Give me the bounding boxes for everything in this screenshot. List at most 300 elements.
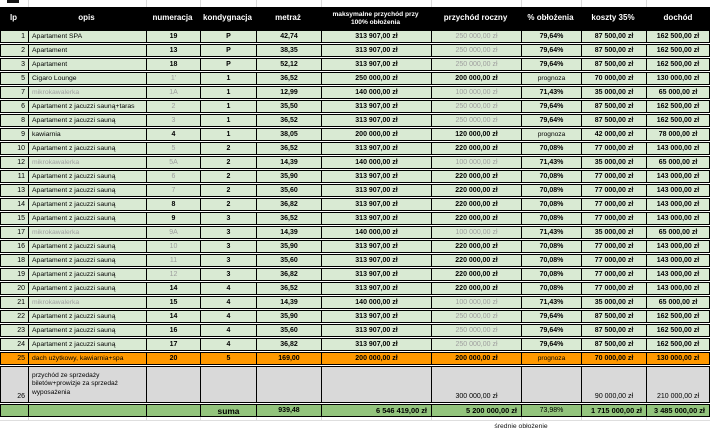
cell-opis[interactable]: dach użytkowy, kawiarnia+spa bbox=[29, 353, 147, 364]
cell-maks[interactable]: 140 000,00 zł bbox=[322, 157, 432, 168]
cell-lp[interactable]: 12 bbox=[1, 157, 29, 168]
table-row bbox=[0, 114, 710, 127]
cell-przychod[interactable]: 200 000,00 zł bbox=[432, 353, 522, 364]
table-row bbox=[0, 72, 710, 85]
cell-metraz[interactable]: 52,12 bbox=[257, 59, 322, 70]
cell-oblozenie[interactable]: 70,08% bbox=[522, 199, 582, 210]
cell-oblozenie[interactable]: 71,43% bbox=[522, 227, 582, 238]
cell-dochod[interactable]: 143 000,00 zł bbox=[656, 271, 700, 278]
cell-dochod[interactable]: 143 000,00 zł bbox=[656, 215, 700, 222]
cell-opis[interactable]: kawiarnia bbox=[29, 129, 147, 140]
cell-maks[interactable]: 313 907,00 zł bbox=[322, 171, 432, 182]
cell-kondygnacja[interactable]: 4 bbox=[201, 311, 257, 322]
cell-koszty[interactable]: 87 500,00 zł bbox=[582, 45, 647, 56]
header-opis[interactable]: opis bbox=[28, 7, 146, 30]
cell-kondygnacja[interactable]: 2 bbox=[201, 185, 257, 196]
header-lp[interactable]: lp bbox=[0, 7, 28, 30]
cell-kondygnacja[interactable] bbox=[201, 367, 257, 402]
table-row bbox=[0, 296, 710, 309]
cell-przychod[interactable]: 250 000,00 zł bbox=[432, 115, 522, 126]
cell-lp[interactable]: 13 bbox=[1, 185, 29, 196]
cell-maks[interactable]: 313 907,00 zł bbox=[322, 325, 432, 336]
table-row bbox=[0, 254, 710, 267]
cell-kondygnacja[interactable]: 2 bbox=[201, 199, 257, 210]
cell-kondygnacja[interactable]: 3 bbox=[201, 241, 257, 252]
cell-kondygnacja[interactable]: 1 bbox=[201, 101, 257, 112]
total-przychod[interactable]: 5 200 000,00 zł bbox=[432, 405, 522, 416]
cell-oblozenie[interactable]: 79,64% bbox=[522, 31, 582, 42]
cell-numeracja[interactable]: 12 bbox=[147, 269, 201, 280]
cell-opis[interactable]: Apartament z jacuzzi sauną bbox=[29, 199, 147, 210]
cell-numeracja[interactable]: 16 bbox=[147, 325, 201, 336]
total-metraz[interactable]: 939,48 bbox=[257, 405, 322, 416]
average-occupancy-note: średnie obłożenie bbox=[494, 423, 548, 430]
cell-maks[interactable]: 250 000,00 zł bbox=[322, 73, 432, 84]
total-maks[interactable]: 6 546 419,00 zł bbox=[322, 405, 432, 416]
cell-numeracja[interactable]: 5 bbox=[147, 143, 201, 154]
cell-dochod[interactable]: 162 500,00 zł bbox=[656, 313, 700, 320]
table-row bbox=[0, 58, 710, 71]
cell-lp[interactable]: 1 bbox=[1, 31, 29, 42]
total-dochod[interactable]: 3 485 000,00 zł bbox=[654, 406, 705, 415]
cell-opis[interactable]: Apartament z jacuzzi sauną bbox=[29, 241, 147, 252]
cell-opis[interactable]: Apartament bbox=[29, 59, 147, 70]
cell-przychod[interactable]: 220 000,00 zł bbox=[432, 255, 522, 266]
cell-oblozenie[interactable]: 70,08% bbox=[522, 241, 582, 252]
top-gridline-strip bbox=[0, 0, 710, 7]
cell-oblozenie[interactable]: 70,08% bbox=[522, 171, 582, 182]
cell-metraz[interactable]: 12,99 bbox=[257, 87, 322, 98]
cell-metraz[interactable]: 36,82 bbox=[257, 199, 322, 210]
cell-numeracja[interactable]: 1' bbox=[147, 73, 201, 84]
cell-metraz[interactable]: 36,82 bbox=[257, 269, 322, 280]
cell-koszty[interactable]: 77 000,00 zł bbox=[582, 283, 647, 294]
cell-dochod[interactable]: 162 500,00 zł bbox=[656, 341, 700, 348]
cell-opis[interactable]: Apartament z jacuzzi sauną+taras bbox=[29, 101, 147, 112]
cell-numeracja[interactable]: 4 bbox=[147, 129, 201, 140]
total-oblozenie[interactable]: 73,98% bbox=[522, 405, 582, 416]
cell-maks[interactable]: 313 907,00 zł bbox=[322, 213, 432, 224]
cell-opis[interactable]: Apartament z jacuzzi sauną bbox=[29, 269, 147, 280]
cell-dochod[interactable]: 162 500,00 zł bbox=[656, 61, 700, 68]
cell-przychod[interactable]: 100 000,00 zł bbox=[432, 157, 522, 168]
cell-oblozenie[interactable]: 71,43% bbox=[522, 157, 582, 168]
cell-maks[interactable]: 313 907,00 zł bbox=[322, 45, 432, 56]
header-przychod-roczny[interactable]: przychód roczny bbox=[431, 7, 521, 30]
cell-numeracja[interactable]: 2 bbox=[147, 101, 201, 112]
header-dochod[interactable]: dochód bbox=[663, 13, 693, 23]
cell-przychod[interactable]: 220 000,00 zł bbox=[432, 283, 522, 294]
cell-lp[interactable]: 14 bbox=[1, 199, 29, 210]
cell-lp[interactable]: 5 bbox=[1, 73, 29, 84]
cell-maks[interactable]: 140 000,00 zł bbox=[322, 297, 432, 308]
cell-lp[interactable]: 10 bbox=[1, 143, 29, 154]
bottom-gridline-strip bbox=[0, 417, 710, 421]
cell-dochod[interactable]: 210 000,00 zł bbox=[656, 393, 700, 400]
cell-przychod[interactable]: 250 000,00 zł bbox=[432, 45, 522, 56]
cell-oblozenie[interactable]: 70,08% bbox=[522, 213, 582, 224]
cell-lp[interactable]: 22 bbox=[1, 311, 29, 322]
cell-numeracja[interactable]: 20 bbox=[147, 353, 201, 364]
cell-opis[interactable]: mikrokawalerka bbox=[29, 157, 147, 168]
cell-metraz[interactable]: 38,05 bbox=[257, 129, 322, 140]
table-row bbox=[0, 310, 710, 323]
cell-przychod[interactable]: 220 000,00 zł bbox=[432, 171, 522, 182]
cell-kondygnacja[interactable]: 4 bbox=[201, 325, 257, 336]
cell-przychod[interactable]: 250 000,00 zł bbox=[432, 101, 522, 112]
cell-numeracja[interactable]: 11 bbox=[147, 255, 201, 266]
cell-przychod[interactable]: 250 000,00 zł bbox=[432, 31, 522, 42]
table-row bbox=[0, 212, 710, 225]
cell-maks[interactable]: 313 907,00 zł bbox=[322, 339, 432, 350]
cell-oblozenie[interactable]: 79,64% bbox=[522, 311, 582, 322]
cell-koszty[interactable]: 87 500,00 zł bbox=[582, 101, 647, 112]
cell-metraz[interactable]: 35,60 bbox=[257, 255, 322, 266]
table-row bbox=[0, 30, 710, 43]
cell-przychod[interactable]: 100 000,00 zł bbox=[432, 87, 522, 98]
cell-opis[interactable] bbox=[29, 405, 147, 416]
cell-kondygnacja[interactable]: 2 bbox=[201, 157, 257, 168]
cell-metraz[interactable]: 36,52 bbox=[257, 73, 322, 84]
cell-dochod[interactable]: 143 000,00 zł bbox=[656, 201, 700, 208]
cell-przychod[interactable]: 220 000,00 zł bbox=[432, 269, 522, 280]
cell-metraz[interactable]: 14,39 bbox=[257, 297, 322, 308]
cell-dochod[interactable]: 65 000,00 zł bbox=[658, 299, 698, 306]
table-row bbox=[0, 156, 710, 169]
cell-maks[interactable]: 140 000,00 zł bbox=[322, 227, 432, 238]
cell-maks[interactable]: 140 000,00 zł bbox=[322, 87, 432, 98]
cell-maks[interactable]: 313 907,00 zł bbox=[322, 283, 432, 294]
cell-metraz[interactable]: 14,39 bbox=[257, 227, 322, 238]
cell-kondygnacja[interactable]: 3 bbox=[201, 255, 257, 266]
cell-lp[interactable]: 3 bbox=[1, 59, 29, 70]
cell-maks[interactable]: 313 907,00 zł bbox=[322, 59, 432, 70]
cell-opis[interactable]: Apartament z jacuzzi sauną bbox=[29, 115, 147, 126]
cell-kondygnacja[interactable]: 3 bbox=[201, 227, 257, 238]
cell-kondygnacja[interactable]: 1 bbox=[201, 115, 257, 126]
table-row bbox=[0, 170, 710, 183]
cell-oblozenie[interactable]: 79,64% bbox=[522, 59, 582, 70]
cell-numeracja[interactable]: 9A bbox=[147, 227, 201, 238]
cell-metraz[interactable]: 38,35 bbox=[257, 45, 322, 56]
sheet-corner-mark bbox=[7, 0, 19, 3]
cell-oblozenie[interactable]: 79,64% bbox=[522, 339, 582, 350]
cell-opis[interactable]: Apartament z jacuzzi sauną bbox=[29, 325, 147, 336]
cell-maks[interactable]: 313 907,00 zł bbox=[322, 115, 432, 126]
cell-lp[interactable]: 16 bbox=[1, 241, 29, 252]
cell-lp[interactable]: 11 bbox=[1, 171, 29, 182]
cell-dochod[interactable]: 65 000,00 zł bbox=[658, 229, 698, 236]
header-metraz[interactable]: metraż bbox=[256, 7, 321, 30]
cell-maks[interactable]: 200 000,00 zł bbox=[322, 353, 432, 364]
cell-dochod[interactable]: 143 000,00 zł bbox=[656, 173, 700, 180]
cell-metraz[interactable]: 36,52 bbox=[257, 213, 322, 224]
cell-numeracja[interactable]: 19 bbox=[147, 31, 201, 42]
cell-opis[interactable]: Apartament z jacuzzi sauną bbox=[29, 283, 147, 294]
cell-lp[interactable]: 19 bbox=[1, 269, 29, 280]
cell-kondygnacja[interactable]: 2 bbox=[201, 171, 257, 182]
cell-przychod[interactable]: 200 000,00 zł bbox=[432, 73, 522, 84]
cell-dochod[interactable]: 143 000,00 zł bbox=[656, 187, 700, 194]
cell-maks[interactable]: 313 907,00 zł bbox=[322, 143, 432, 154]
cell-metraz[interactable]: 169,00 bbox=[257, 353, 322, 364]
cell-metraz[interactable]: 35,90 bbox=[257, 241, 322, 252]
table-row bbox=[0, 128, 710, 141]
cell-koszty[interactable]: 35 000,00 zł bbox=[582, 227, 647, 238]
cell-numeracja[interactable]: 18 bbox=[147, 59, 201, 70]
cell-oblozenie[interactable]: 70,08% bbox=[522, 143, 582, 154]
cell-opis[interactable]: Apartament z jacuzzi sauną bbox=[29, 185, 147, 196]
cell-maks[interactable]: 313 907,00 zł bbox=[322, 269, 432, 280]
cell-lp[interactable]: 6 bbox=[1, 101, 29, 112]
cell-oblozenie[interactable]: prognoza bbox=[522, 73, 582, 84]
cell-koszty[interactable]: 77 000,00 zł bbox=[582, 241, 647, 252]
cell-maks[interactable]: 313 907,00 zł bbox=[322, 185, 432, 196]
table-row bbox=[0, 184, 710, 197]
cell-oblozenie[interactable]: 79,64% bbox=[522, 115, 582, 126]
cell-koszty[interactable]: 35 000,00 zł bbox=[582, 157, 647, 168]
cell-kondygnacja[interactable]: 2 bbox=[201, 143, 257, 154]
cell-przychod[interactable]: 250 000,00 zł bbox=[432, 311, 522, 322]
cell-oblozenie[interactable]: 70,08% bbox=[522, 269, 582, 280]
cell-numeracja[interactable]: 3 bbox=[147, 115, 201, 126]
cell-przychod[interactable]: 220 000,00 zł bbox=[432, 213, 522, 224]
cell-opis[interactable]: mikrokawalerka bbox=[29, 297, 147, 308]
cell-numeracja[interactable]: 17 bbox=[147, 339, 201, 350]
cell-przychod[interactable]: 100 000,00 zł bbox=[432, 297, 522, 308]
cell-oblozenie[interactable]: 70,08% bbox=[522, 185, 582, 196]
header-maks-przychod[interactable]: maksymalne przychód przy 100% obłożenia bbox=[321, 7, 431, 30]
cell-oblozenie[interactable]: prognoza bbox=[522, 129, 582, 140]
cell-koszty[interactable]: 77 000,00 zł bbox=[582, 143, 647, 154]
table-header-row bbox=[0, 7, 710, 30]
cell-opis[interactable]: Apartament z jacuzzi sauną bbox=[29, 171, 147, 182]
table-row bbox=[0, 226, 710, 239]
cell-metraz[interactable]: 36,52 bbox=[257, 283, 322, 294]
cell-koszty[interactable]: 70 000,00 zł bbox=[582, 353, 647, 364]
cell-metraz[interactable] bbox=[257, 367, 322, 402]
cell-kondygnacja[interactable]: P bbox=[201, 31, 257, 42]
cell-kondygnacja[interactable]: 4 bbox=[201, 297, 257, 308]
cell-przychod[interactable]: 220 000,00 zł bbox=[432, 185, 522, 196]
table-row bbox=[0, 198, 710, 211]
cell-numeracja[interactable]: 6 bbox=[147, 171, 201, 182]
cell-numeracja[interactable]: 10 bbox=[147, 241, 201, 252]
cell-lp[interactable]: 20 bbox=[1, 283, 29, 294]
cell-maks[interactable]: 200 000,00 zł bbox=[322, 129, 432, 140]
cell-numeracja[interactable]: 1A bbox=[147, 87, 201, 98]
cell-oblozenie[interactable]: 79,64% bbox=[522, 101, 582, 112]
cell-kondygnacja[interactable]: 1 bbox=[201, 73, 257, 84]
cell-przychod[interactable]: 300 000,00 zł bbox=[432, 367, 522, 402]
cell-koszty[interactable]: 87 500,00 zł bbox=[582, 311, 647, 322]
cell-koszty[interactable]: 77 000,00 zł bbox=[582, 185, 647, 196]
total-label[interactable]: suma bbox=[201, 405, 257, 416]
cell-dochod[interactable]: 143 000,00 zł bbox=[656, 145, 700, 152]
cell-koszty[interactable]: 77 000,00 zł bbox=[582, 199, 647, 210]
cell-numeracja[interactable]: 9 bbox=[147, 213, 201, 224]
cell-metraz[interactable]: 35,90 bbox=[257, 171, 322, 182]
cell-opis[interactable]: mikrokawalerka bbox=[29, 87, 147, 98]
cell-maks[interactable]: 313 907,00 zł bbox=[322, 199, 432, 210]
cell-dochod[interactable]: 143 000,00 zł bbox=[656, 257, 700, 264]
cell-metraz[interactable]: 36,52 bbox=[257, 115, 322, 126]
cell-oblozenie[interactable]: 79,64% bbox=[522, 325, 582, 336]
cell-kondygnacja[interactable]: P bbox=[201, 45, 257, 56]
cell-dochod[interactable]: 162 500,00 zł bbox=[656, 327, 700, 334]
cell-maks[interactable]: 313 907,00 zł bbox=[322, 101, 432, 112]
table-row bbox=[0, 100, 710, 113]
cell-maks[interactable] bbox=[322, 367, 432, 402]
cell-dochod[interactable]: 162 500,00 zł bbox=[656, 103, 700, 110]
cell-metraz[interactable]: 35,90 bbox=[257, 311, 322, 322]
cell-kondygnacja[interactable]: 4 bbox=[201, 339, 257, 350]
cell-opis[interactable]: Apartament z jacuzzi sauną bbox=[29, 143, 147, 154]
cell-oblozenie[interactable]: 71,43% bbox=[522, 87, 582, 98]
cell-metraz[interactable]: 36,52 bbox=[257, 143, 322, 154]
cell-numeracja[interactable]: 7 bbox=[147, 185, 201, 196]
cell-koszty[interactable]: 87 500,00 zł bbox=[582, 31, 647, 42]
cell-koszty[interactable]: 77 000,00 zł bbox=[582, 213, 647, 224]
cell-lp[interactable]: 23 bbox=[1, 325, 29, 336]
cell-lp[interactable]: 8 bbox=[1, 115, 29, 126]
cell-koszty[interactable]: 90 000,00 zł bbox=[582, 367, 647, 402]
cell-metraz[interactable]: 35,60 bbox=[257, 185, 322, 196]
cell-przychod[interactable]: 220 000,00 zł bbox=[432, 199, 522, 210]
cell-koszty[interactable]: 77 000,00 zł bbox=[582, 171, 647, 182]
cell-kondygnacja[interactable]: 3 bbox=[201, 269, 257, 280]
cell-lp[interactable]: 21 bbox=[1, 297, 29, 308]
cell-dochod[interactable]: 162 500,00 zł bbox=[656, 117, 700, 124]
cell-koszty[interactable]: 87 500,00 zł bbox=[582, 115, 647, 126]
cell-opis[interactable]: Apartament z jacuzzi sauną bbox=[29, 255, 147, 266]
cell-lp[interactable]: 24 bbox=[1, 339, 29, 350]
cell-oblozenie[interactable]: 70,08% bbox=[522, 283, 582, 294]
cell-dochod[interactable]: 143 000,00 zł bbox=[656, 285, 700, 292]
header-koszty[interactable]: koszty 35% bbox=[581, 7, 646, 30]
cell-koszty[interactable]: 87 500,00 zł bbox=[582, 339, 647, 350]
cell-kondygnacja[interactable]: 5 bbox=[201, 353, 257, 364]
cell-numeracja[interactable]: 5A bbox=[147, 157, 201, 168]
cell-przychod[interactable]: 250 000,00 zł bbox=[432, 325, 522, 336]
cell-lp[interactable]: 7 bbox=[1, 87, 29, 98]
cell-przychod[interactable]: 100 000,00 zł bbox=[432, 227, 522, 238]
table-body bbox=[0, 30, 710, 365]
cell-metraz[interactable]: 42,74 bbox=[257, 31, 322, 42]
total-koszty[interactable]: 1 715 000,00 zł bbox=[582, 405, 647, 416]
cell-numeracja[interactable]: 13 bbox=[147, 45, 201, 56]
cell-opis[interactable]: przychód ze sprzedaży biletów+prowizje za sprzedaż wyposażenia bbox=[29, 367, 147, 402]
cell-przychod[interactable]: 250 000,00 zł bbox=[432, 339, 522, 350]
cell-numeracja[interactable]: 15 bbox=[147, 297, 201, 308]
cell-kondygnacja[interactable]: 4 bbox=[201, 283, 257, 294]
cell-lp[interactable]: 26 bbox=[1, 367, 29, 402]
cell-oblozenie[interactable] bbox=[522, 367, 582, 402]
cell-opis[interactable]: Apartament bbox=[29, 45, 147, 56]
cell-lp[interactable]: 17 bbox=[1, 227, 29, 238]
cell-przychod[interactable]: 220 000,00 zł bbox=[432, 143, 522, 154]
cell-oblozenie[interactable]: 70,08% bbox=[522, 255, 582, 266]
note-row bbox=[0, 366, 710, 403]
cell-metraz[interactable]: 14,39 bbox=[257, 157, 322, 168]
cell-numeracja[interactable]: 14 bbox=[147, 283, 201, 294]
cell-koszty[interactable]: 87 500,00 zł bbox=[582, 59, 647, 70]
cell-dochod[interactable]: 65 000,00 zł bbox=[658, 89, 698, 96]
cell-koszty[interactable]: 87 500,00 zł bbox=[582, 325, 647, 336]
cell-dochod[interactable]: 162 500,00 zł bbox=[656, 47, 700, 54]
cell-dochod[interactable]: 143 000,00 zł bbox=[656, 243, 700, 250]
cell-koszty[interactable]: 35 000,00 zł bbox=[582, 297, 647, 308]
cell-oblozenie[interactable]: prognoza bbox=[522, 353, 582, 364]
table-row bbox=[0, 324, 710, 337]
cell-przychod[interactable]: 120 000,00 zł bbox=[432, 129, 522, 140]
cell-metraz[interactable]: 35,60 bbox=[257, 325, 322, 336]
cell-maks[interactable]: 313 907,00 zł bbox=[322, 31, 432, 42]
table-row bbox=[0, 268, 710, 281]
cell-opis[interactable]: Apartament z jacuzzi sauną bbox=[29, 213, 147, 224]
cell-koszty[interactable]: 35 000,00 zł bbox=[582, 87, 647, 98]
cell-kondygnacja[interactable]: P bbox=[201, 59, 257, 70]
table-row bbox=[0, 338, 710, 351]
cell-koszty[interactable]: 77 000,00 zł bbox=[582, 255, 647, 266]
table-row bbox=[0, 44, 710, 57]
header-oblozenie[interactable]: % obłożenia bbox=[521, 7, 581, 30]
cell-lp[interactable]: 18 bbox=[1, 255, 29, 266]
cell-dochod[interactable]: 65 000,00 zł bbox=[658, 159, 698, 166]
cell-opis[interactable]: Apartament z jacuzzi sauną bbox=[29, 311, 147, 322]
cell-maks[interactable]: 313 907,00 zł bbox=[322, 255, 432, 266]
cell-koszty[interactable]: 42 000,00 zł bbox=[582, 129, 647, 140]
cell-dochod[interactable]: 78 000,00 zł bbox=[658, 131, 698, 138]
cell-dochod[interactable]: 130 000,00 zł bbox=[656, 75, 700, 82]
cell-metraz[interactable]: 36,82 bbox=[257, 339, 322, 350]
table-row bbox=[0, 240, 710, 253]
table-row bbox=[0, 142, 710, 155]
cell-oblozenie[interactable]: 79,64% bbox=[522, 45, 582, 56]
cell-maks[interactable]: 313 907,00 zł bbox=[322, 241, 432, 252]
cell-opis[interactable]: Cigaro Lounge bbox=[29, 73, 147, 84]
cell-koszty[interactable]: 77 000,00 zł bbox=[582, 269, 647, 280]
cell-numeracja[interactable] bbox=[147, 405, 201, 416]
table-row bbox=[0, 352, 710, 365]
cell-lp[interactable]: 15 bbox=[1, 213, 29, 224]
cell-dochod[interactable]: 162 500,00 zł bbox=[656, 33, 700, 40]
cell-opis[interactable]: Apartament SPA bbox=[29, 31, 147, 42]
cell-opis[interactable]: mikrokawalerka bbox=[29, 227, 147, 238]
cell-lp[interactable] bbox=[1, 405, 29, 416]
cell-kondygnacja[interactable]: 1 bbox=[201, 129, 257, 140]
cell-numeracja[interactable]: 8 bbox=[147, 199, 201, 210]
cell-oblozenie[interactable]: 71,43% bbox=[522, 297, 582, 308]
cell-przychod[interactable]: 220 000,00 zł bbox=[432, 241, 522, 252]
cell-metraz[interactable]: 35,50 bbox=[257, 101, 322, 112]
cell-numeracja[interactable] bbox=[147, 367, 201, 402]
total-row bbox=[0, 404, 710, 417]
header-kondygnacja[interactable]: kondygnacja bbox=[200, 7, 256, 30]
cell-lp[interactable]: 9 bbox=[1, 129, 29, 140]
cell-numeracja[interactable]: 14 bbox=[147, 311, 201, 322]
cell-dochod[interactable]: 130 000,00 zł bbox=[656, 355, 700, 362]
cell-lp[interactable]: 2 bbox=[1, 45, 29, 56]
cell-maks[interactable]: 313 907,00 zł bbox=[322, 311, 432, 322]
cell-lp[interactable]: 25 bbox=[1, 353, 29, 364]
cell-kondygnacja[interactable]: 1 bbox=[201, 87, 257, 98]
header-numeracja[interactable]: numeracja bbox=[146, 7, 200, 30]
cell-opis[interactable]: Apartament z jacuzzi sauną bbox=[29, 339, 147, 350]
cell-koszty[interactable]: 70 000,00 zł bbox=[582, 73, 647, 84]
cell-kondygnacja[interactable]: 3 bbox=[201, 213, 257, 224]
cell-przychod[interactable]: 250 000,00 zł bbox=[432, 59, 522, 70]
